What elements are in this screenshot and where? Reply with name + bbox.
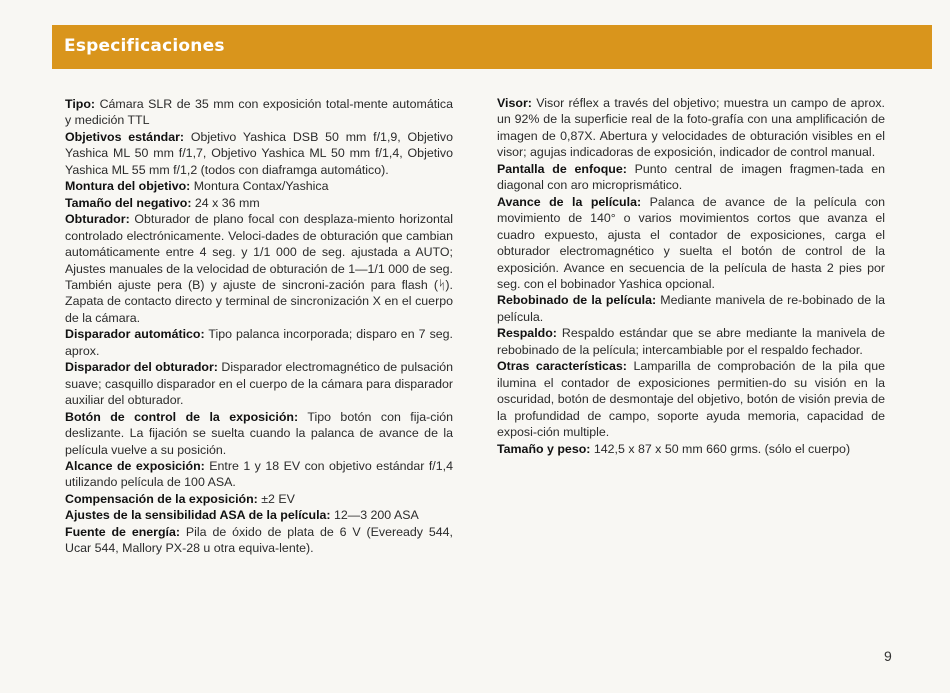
spec-text: Pila de óxido de plata de 6 V (Eveready 544, Ucar 544, Mallory PX-28 u otra equiva-lente). <box>65 524 453 556</box>
spec-text: Objetivo Yashica DSB 50 mm f/1,9, Objetivo Yashica ML 50 mm f/1,7, Objetivo Yashica ML 50 mm f/1,4, Objetivo Yashica ML 55 mm f/1,2 (todos con diaframga automático). <box>65 129 453 177</box>
spec-label: Disparador automático: <box>65 327 205 342</box>
spec-item <box>497 194 885 293</box>
spec-label: Visor: <box>497 96 532 110</box>
spec-item <box>497 95 885 161</box>
spec-label: Tipo: <box>65 97 96 111</box>
section-title: Especificaciones <box>64 36 225 56</box>
spec-label: Alcance de exposición: <box>65 458 205 473</box>
spec-item <box>497 358 885 440</box>
spec-label: Pantalla de enfoque: <box>497 161 627 176</box>
spec-text: Respaldo estándar que se abre mediante la manivela de rebobinado de la película; intercambiable por el respaldo fechador. <box>497 326 885 357</box>
spec-label: Ajustes de la sensibilidad ASA de la película: <box>65 508 331 523</box>
spec-text: Tipo palanca incorporada; disparo en 7 seg. aprox. <box>65 327 453 358</box>
spec-text: Lamparilla de comprobación de la pila que ilumina el contador de exposiciones permitien-do su visión en la oscuridad, botón de desmontaje del objetivo, botón de visión previa de la profundidad de campo, soporte ayuda memoria, capacidad de exposi-ción multiple. <box>497 359 885 440</box>
spec-text: Montura Contax/Yashica <box>193 179 329 194</box>
section-header-banner <box>52 25 932 69</box>
spec-label: Fuente de energía: <box>65 524 181 539</box>
spec-text: 12—3 200 ASA <box>334 508 419 523</box>
spec-item <box>497 161 885 194</box>
spec-item <box>497 325 885 358</box>
page-number: 9 <box>884 648 892 664</box>
spec-item <box>497 441 885 457</box>
spec-item <box>65 409 453 458</box>
spec-label: Tamaño del negativo: <box>65 195 192 210</box>
spec-item <box>65 507 453 523</box>
spec-text: 142,5 x 87 x 50 mm 660 grms. (sólo el cuerpo) <box>593 441 851 456</box>
spec-item <box>65 178 453 194</box>
spec-item <box>65 524 453 557</box>
spec-label: Disparador del obturador: <box>65 360 218 375</box>
spec-item <box>65 491 453 507</box>
spec-text: ±2 EV <box>261 491 295 506</box>
spec-item <box>65 458 453 491</box>
spec-text: Disparador electromagnético de pulsación suave; casquillo disparador en el cuerpo de la cámara para disparador auxiliar del obturador. <box>65 360 453 408</box>
spec-label: Compensación de la exposición: <box>65 491 258 506</box>
spec-label: Objetivos estándar: <box>65 129 185 144</box>
spec-item <box>497 292 885 325</box>
spec-text: Cámara SLR de 35 mm con exposición total-mente automática y medición TTL <box>65 97 453 128</box>
spec-text: Obturador de plano focal con desplaza-miento horizontal controlado electrónicamente. Veloci-dades de obturación que cambian automáticamente entre 4 seg. y 1/1 000 de seg. ajustada a AUTO; Ajustes manuales de la velocidad de obturación de 1—1/1 000 de seg. También ajuste pera (B) y ajuste de sincroni-zación para flash (ᛋ). Zapata de contacto directo y terminal de sincronización X en el cuerpo de la cámara. <box>65 212 453 325</box>
spec-label: Tamaño y peso: <box>497 441 591 456</box>
spec-text: Tipo botón con fija-ción deslizante. La fijación se suelta cuando la palanca de avance de la película vuelve a su posición. <box>65 409 454 457</box>
spec-text: Punto central de imagen fragmen-tada en diagonal con aro microprismático. <box>497 161 885 193</box>
spec-item <box>65 211 453 326</box>
spec-label: Otras características: <box>497 359 627 374</box>
spec-label: Botón de control de la exposición: <box>65 409 299 424</box>
spec-item <box>65 359 453 408</box>
spec-text: Entre 1 y 18 EV con objetivo estándar f/1,4 utilizando película de 100 ASA. <box>65 458 453 490</box>
spec-text: Palanca de avance de la película con movimiento de 140° o varios movimientos cortos que avanza el cuadro expuesto, ajusta el contador de exposiciones, carga el obturador electromagnético y suelta el botón de control de la exposición. Avance en secuencia de la película de hasta 2 pies por seg. con el bobinador Yashica opcional. <box>497 194 885 291</box>
spec-item <box>65 326 453 359</box>
right-spec-column <box>497 95 885 457</box>
spec-text: 24 x 36 mm <box>194 195 260 210</box>
left-spec-column <box>65 96 453 557</box>
spec-label: Obturador: <box>65 212 130 227</box>
spec-item <box>65 96 453 129</box>
spec-item <box>65 129 453 178</box>
spec-item <box>65 195 453 211</box>
spec-label: Respaldo: <box>497 326 557 341</box>
spec-text: Visor réflex a través del objetivo; muestra un campo de aprox. un 92% de la superficie real de la foto-grafía con una amplificación de imagen de 0,87X. Abertura y velocidades de obturación visibles en el visor; agujas indicadoras de exposición, indicador de control manual. <box>497 96 885 160</box>
spec-label: Montura del objetivo: <box>65 179 191 194</box>
spec-label: Rebobinado de la película: <box>497 293 657 308</box>
spec-text: Mediante manivela de re-bobinado de la película. <box>497 293 885 324</box>
spec-label: Avance de la película: <box>497 194 642 209</box>
